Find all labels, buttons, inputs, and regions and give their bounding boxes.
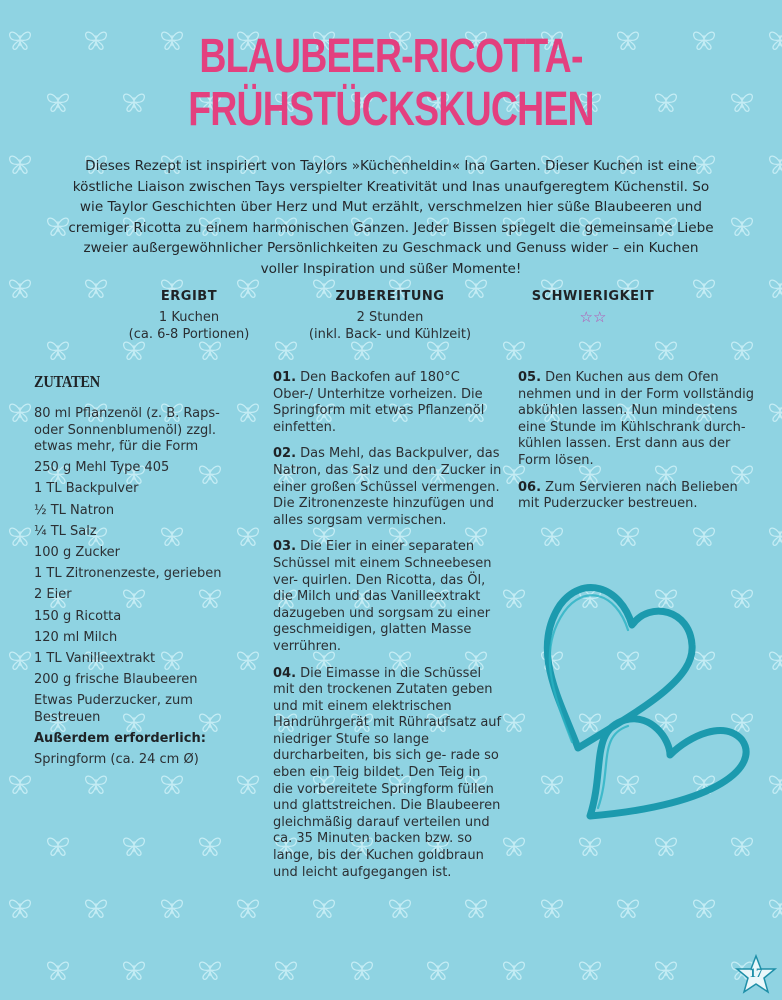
meta-yield-label: ERGIBT bbox=[160, 289, 218, 304]
extra-equipment-item: Springform (ca. 24 cm Ø) bbox=[34, 752, 199, 768]
step-item bbox=[273, 446, 503, 529]
steps-column-2 bbox=[518, 370, 763, 523]
steps-column-1 bbox=[273, 370, 503, 891]
ingredient-item: 200 g frische Blaubeeren bbox=[34, 672, 198, 688]
recipe-title-line-2: FRÜHSTÜCKSKUCHEN bbox=[188, 83, 594, 136]
recipe-title-line-1: BLAUBEER-RICOTTA- bbox=[199, 30, 583, 83]
recipe-title bbox=[86, 30, 696, 136]
difficulty-stars-icon: ☆☆ bbox=[579, 308, 607, 326]
step-number: 05. bbox=[518, 370, 542, 385]
ingredient-item: 250 g Mehl Type 405 bbox=[34, 460, 170, 476]
ingredients-section bbox=[34, 372, 249, 774]
page-number: 17 bbox=[749, 965, 763, 980]
meta-yield-value-1: 1 Kuchen bbox=[158, 310, 220, 325]
step-number: 03. bbox=[273, 539, 297, 555]
meta-yield bbox=[79, 288, 299, 343]
ingredient-item: 1 TL Zitronenzeste, gerieben bbox=[34, 566, 222, 582]
ingredient-item: 150 g Ricotta bbox=[34, 608, 122, 624]
step-text: Den Backofen auf 180°C Ober-/ Unterhitze vorheizen. Die Springform mit etwas Pflanzenöl einfetten. bbox=[273, 370, 485, 435]
step-text: Das Mehl, das Backpulver, das Natron, das Salz und den Zucker in einer großen Schüssel vermengen. Die Zitronenzeste hinzufügen und alles sorgsam vermischen. bbox=[273, 446, 502, 528]
step-text: Den Kuchen aus dem Ofen nehmen und in der Form vollständig abkühlen lassen. Nun mindestens eine Stunde im Kühlschrank durch- kühlen lassen. Erst dann aus der Form lösen. bbox=[518, 370, 755, 468]
ingredient-item: Etwas Puderzucker, zum Bestreuen bbox=[34, 693, 193, 725]
step-number: 06. bbox=[518, 479, 542, 495]
step-item bbox=[273, 370, 503, 436]
ingredient-item: 2 Eier bbox=[34, 587, 72, 603]
step-item bbox=[518, 370, 763, 470]
ingredient-item: ½ TL Natron bbox=[34, 502, 115, 518]
step-number: 01. bbox=[273, 370, 297, 385]
ingredient-item: 1 TL Vanilleextrakt bbox=[34, 650, 156, 666]
meta-difficulty bbox=[483, 288, 703, 325]
meta-prep-label: ZUBEREITUNG bbox=[335, 289, 445, 304]
step-item bbox=[273, 666, 503, 882]
step-text: Die Eier in einer separaten Schüssel mit einem Schneebesen ver- quirlen. Den Ricotta, das Öl, die Milch und das Vanilleextrakt dazugeben und sorgsam zu einer geschmeidigen, glatten Masse verrühren. bbox=[273, 539, 492, 654]
ingredients-title: ZUTATEN bbox=[34, 372, 100, 391]
recipe-meta bbox=[0, 288, 782, 348]
step-item bbox=[518, 480, 763, 513]
meta-prep bbox=[280, 288, 500, 343]
heart-icon bbox=[590, 719, 746, 816]
ingredient-item: 100 g Zucker bbox=[34, 544, 121, 560]
step-text: Zum Servieren nach Belieben mit Puderzucker bestreuen. bbox=[518, 479, 738, 512]
extra-equipment-label: Außerdem erforderlich: bbox=[34, 730, 206, 746]
meta-difficulty-label: SCHWIERIGKEIT bbox=[531, 289, 655, 304]
ingredient-item: 1 TL Backpulver bbox=[34, 481, 139, 497]
step-text: Die Eimasse in die Schüssel mit den trockenen Zutaten geben und mit einem elektrischen Handrührgerät mit Rühraufsatz auf niedriger Stufe so lange durcharbeiten, bis sich ge- rade so eben ein Teig bildet. Den Teig in die vorbereitete Springform füllen und glattstreichen. Die Blaubeeren gleichmäßig darauf verteilen und ca. 35 Minuten backen bzw. so lange, bis der Kuchen goldbraun und leicht aufgegangen ist. bbox=[273, 665, 502, 880]
meta-prep-value-2: (inkl. Back- und Kühlzeit) bbox=[308, 327, 472, 342]
hearts-illustration bbox=[520, 570, 770, 840]
ingredient-item: ¼ TL Salz bbox=[34, 523, 97, 539]
meta-yield-value-2: (ca. 6-8 Portionen) bbox=[128, 327, 250, 342]
ingredient-item: 120 ml Milch bbox=[34, 629, 118, 645]
step-number: 04. bbox=[273, 665, 297, 681]
intro-paragraph: Dieses Rezept ist inspiriert von Taylors »Küchenheldin« Ina Garten. Dieser Kuchen ist eine köstliche Liaison zwischen Tays verspielter Kreativität und Inas unaufgeregtem Küchenstil. So wie Taylor Geschichten über Herz und Mut erzählt, verschmelzen hier süße Blaubeeren und cremiger Ricotta zu einem harmonischen Ganzen. Jeder Bissen spiegelt die gemeinsame Liebe zweier außergewöhnlicher Persönlichkeiten zu Geschmack und Genuss wider – ein Kuchen voller Inspiration und süßer Momente! bbox=[68, 158, 714, 277]
ingredient-item: 80 ml Pflanzenöl (z. B. Raps- oder Sonnenblumenöl) zzgl. etwas mehr, für die Form bbox=[34, 406, 220, 454]
ingredients-list bbox=[34, 406, 249, 726]
step-number: 02. bbox=[273, 446, 297, 462]
step-item bbox=[273, 539, 503, 655]
meta-prep-value-1: 2 Stunden bbox=[356, 310, 424, 325]
